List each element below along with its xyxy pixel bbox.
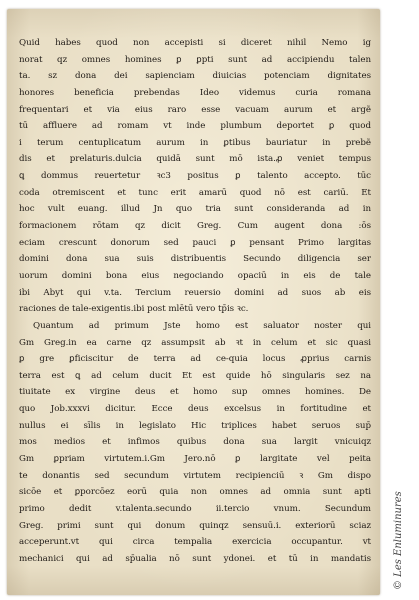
copyright-watermark	[385, 0, 415, 600]
text-line: formacionem rōtam qz dicit Greg. Cum augent dona :ōs	[19, 221, 371, 232]
manuscript-page	[7, 9, 380, 595]
text-line: ibi Abyt qui v.ta. Tercium reuersio domini ad suos ab eis	[19, 287, 371, 298]
text-line: ꝑ gre ꝑficiscitur de terra ad ce-quia locus ꝓprius carnis	[19, 354, 371, 365]
text-block	[19, 35, 371, 568]
text-line: sicōe et ꝑporcōez eorū quia non omnes ad omnia sunt apti	[19, 487, 371, 498]
text-line: i terum centuplicatum aurum in ꝑtibus bauriatur in prebẽ	[19, 137, 371, 148]
text-line: primo dedit v.talenta.secundo ii.tercio vnum. Secundum	[19, 503, 371, 514]
text-line: nullus ei sīlis in legislato Hic triplices habet seruos sup̄	[19, 420, 371, 431]
text-line: ꝗ dommus reuertetur ꝛc3 positus ꝑ talento accepto. tūc	[19, 171, 371, 182]
text-line: Gm ꝑpriam virtutem.i.Gm Jero.nō ꝑ largitate vel peita	[19, 454, 371, 465]
text-line: norat qz omnes homines ꝑ ꝑpti sunt ad accipiendu talen	[19, 54, 371, 65]
text-line: acceperunt.vt qui circa tempalia exercicia occupantur. vt	[19, 537, 371, 548]
text-line: mos medios et infimos quibus dona sua largit vnicuiqz	[19, 437, 371, 448]
text-line: quo Job.xxxvi dicitur. Ecce deus excelsus in fortitudine et	[19, 404, 371, 415]
text-line: honores beneficia prebendas Ideo videmus curia romana	[19, 87, 371, 98]
text-line: mechanici qui ad sp̄ualia nō sunt ydonei. et tū in mandatis	[19, 553, 371, 564]
text-line: Quantum ad primum Jste homo est saluator noster qui	[33, 320, 371, 331]
text-line: eciam crescunt donorum sed pauci ꝑ pensant Primo largitas	[19, 237, 371, 248]
watermark-text: © Les Enluminures	[393, 491, 404, 590]
text-line: uorum domini bona eius negociando opaciū in eis de tale	[19, 270, 371, 281]
text-line: Quid habes quod non accepisti si diceret nihil Nemo ig	[19, 38, 371, 48]
text-line: tiuitate ex virgine deus et homo sup omnes homines. De	[19, 387, 371, 398]
text-line: raciones de tale-exigentis.ibi post mlētū vero tp̄is ꝛc.	[19, 304, 249, 315]
text-line: ta. sz dona dei sapienciam diuicias potenciam dignitates	[19, 71, 371, 82]
text-line: te donantis sed secundum virtutem recipienciū ꝛ Gm dispo	[19, 470, 371, 481]
text-line: hoc vult euang. illud Jn quo tria sunt consideranda ad in	[19, 204, 371, 215]
text-line: frequentari et via eius raro esse vacuam aurum et argẽ	[19, 104, 371, 115]
text-line: terra est ꝗ ad celum ducit Et est quide hō singularis sez na	[19, 370, 371, 381]
text-line: Gm Greg.in ea carne qz assumpsit ab ꝛt in celum et sic quasi	[19, 337, 371, 348]
text-line: Greg. primi sunt qui donum quinqz sensuū.i. exteriorū sciaz	[19, 520, 371, 531]
text-line: tū affluere ad romam vt inde plumbum deportet ꝑ quod	[19, 121, 371, 132]
text-line: dis et prelaturis.dulcia quidā sunt mō ista.ꝓ veniet tempus	[19, 154, 371, 165]
text-line: domini dona sua suis distribuentis Secundo diligencia ser	[19, 254, 371, 265]
text-line: coda otremiscent et tunc erit amarū quod nō est cariū. Et	[19, 187, 371, 198]
